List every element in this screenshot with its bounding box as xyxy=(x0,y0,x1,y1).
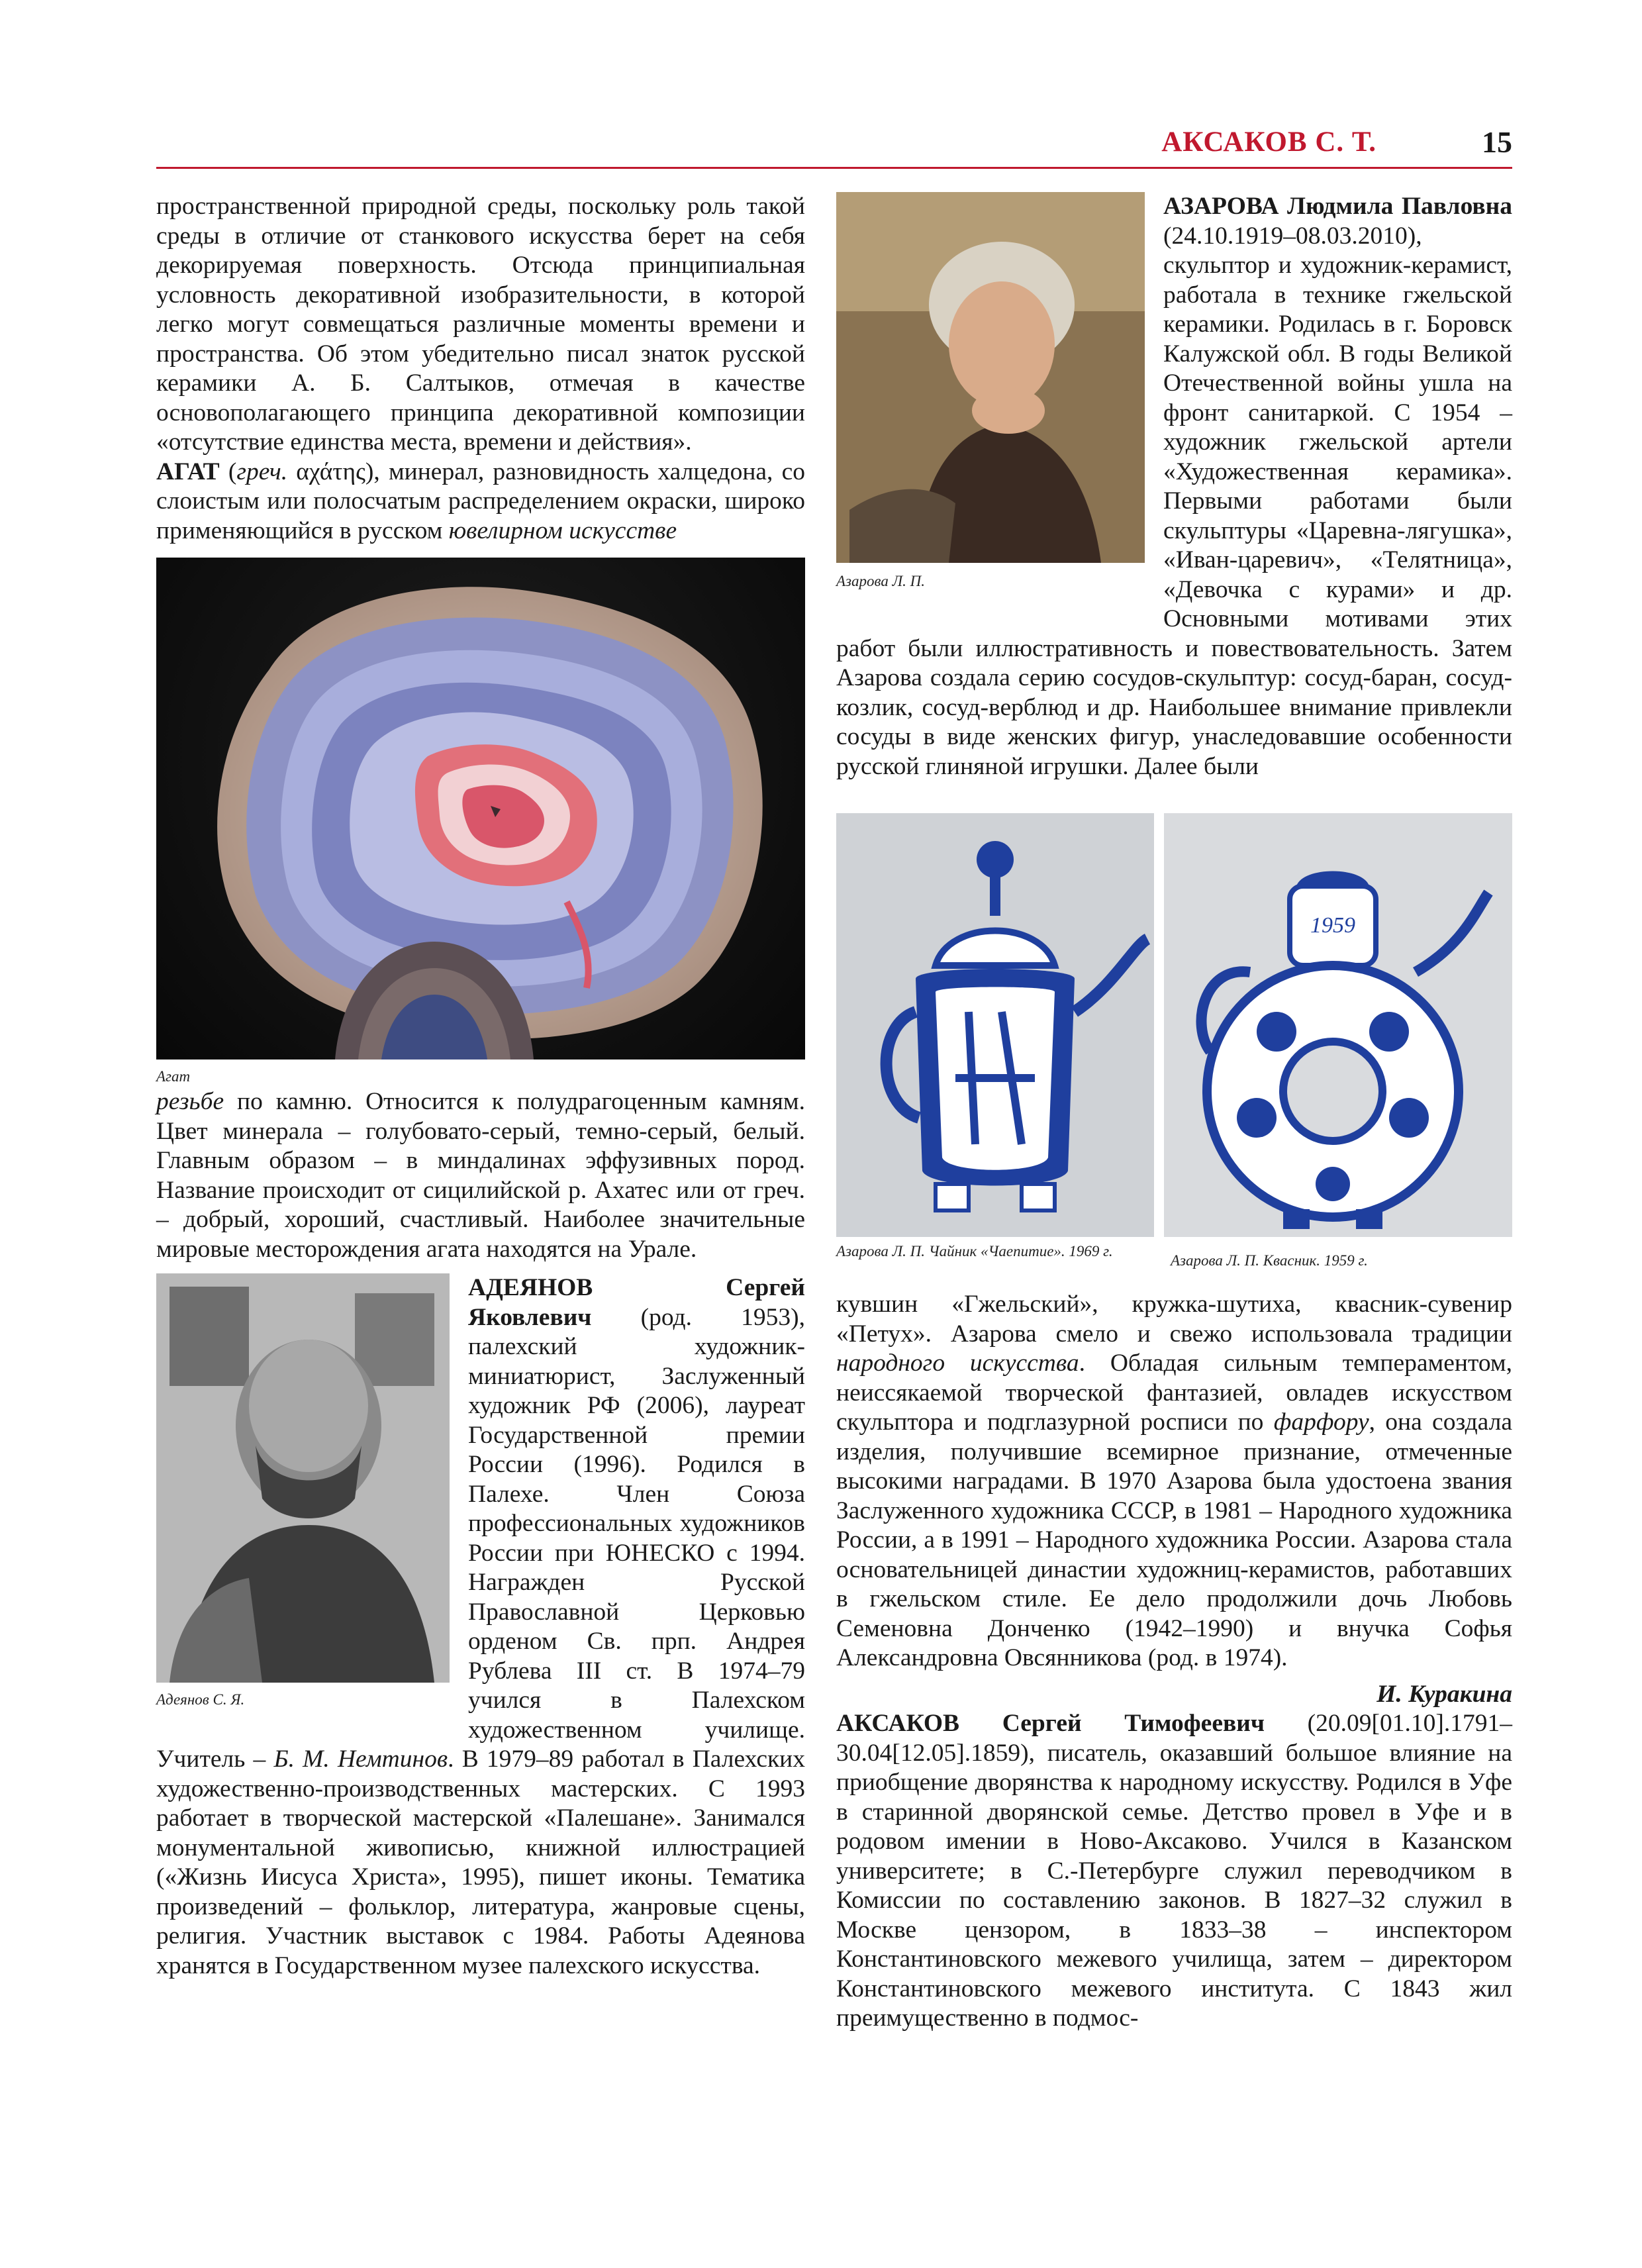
agate-figure xyxy=(156,558,805,1087)
entry-term-agat: АГАТ xyxy=(156,458,220,485)
agate-caption: Агат xyxy=(156,1068,191,1085)
adeyanov-caption: Адеянов С. Я. xyxy=(156,1691,245,1708)
aksakov-entry xyxy=(836,1709,1512,2034)
adeyanov-text-1: (род. 1953), палехский художник-миниатюрист, Заслуженный художник РФ (2006), лауреат Государственной премии России (1996). Родился в Палехе. Член Союза профессиональных художников России при ЮНЕСКО с 1994. Награжден Русской Православной Церковью орденом Св. прп. Андрея Рублева III ст. В 1974–79 учился в Палехском художественном училище. Учитель – xyxy=(156,1303,805,1773)
azarova-text-2b: . Обладая сильным темпераментом, неиссякаемой творческой фантазией, овладев искусством скульптора и подглазурной росписи по xyxy=(836,1350,1512,1436)
azarova-text-2 xyxy=(836,1290,1512,1673)
agate-image xyxy=(156,558,805,1060)
agate-photo xyxy=(156,558,805,1060)
azarova-caption: Азарова Л. П. xyxy=(836,573,926,589)
header-rule xyxy=(156,167,1512,169)
adeyanov-text-2: . В 1979–89 работал в Палехских художественно-производственных мастерских. С 1993 работает в творческой мастерской «Палешане». Занимался монументальной живописью, книжной иллюстрацией («Жизнь Иисуса Христа», 1995), пишет иконы. Тематика произведений – фольклор, литература, жанровые сцены, религия. Участник выставок с 1984. Работы Адеянова хранятся в Государственном музее палехского искусства. xyxy=(156,1746,805,1979)
agat-intro-text: αχάτης), минерал, разновидность халцедона, со слоистым или полосчатым распределением окраски, широко применяющийся в русском xyxy=(156,458,805,544)
azarova-figure xyxy=(836,192,1145,603)
agat-lang-open: ( xyxy=(219,458,237,485)
lang-abbrev: греч. xyxy=(236,458,288,485)
entry-term-azarova: АЗАРОВА Людмила Павловна xyxy=(1163,193,1512,220)
agat-entry-continued xyxy=(156,1087,805,1264)
cross-ref-nemtinov[interactable]: Б. М. Немтинов xyxy=(273,1746,448,1773)
kvasnik-figure xyxy=(1164,813,1512,1290)
adeyanov-entry xyxy=(156,1273,805,1981)
azarova-text-1-body: (24.10.1919–08.03.2010), скульптор и художник-керамист, работала в технике гжельской керамики. Родилась в г. Боровск Калужской обл. В годы Великой Отечественной войны ушла на фронт санитаркой. С 1954 – художник гжельской артели «Художественная керамика». Первыми работами были скульптуры «Царевна-лягушка», «Иван-царевич», «Телятница», «Девочка с курами» и др. Основными мотивами этих работ были иллюстративность и повествовательность. Затем Азарова создала серию сосудов-скульптур: сосуд-баран, сосуд-козлик, сосуд-верблюд и др. Наибольшее внимание привлекли сосуды в виде женских фигур, унаследовавшие особенности русской глиняной игрушки. Далее были xyxy=(836,222,1512,780)
adeyanov-figure xyxy=(156,1273,450,1712)
gzhel-figures xyxy=(836,813,1512,1290)
author-signature: И. Куракина xyxy=(1376,1680,1512,1708)
adeyanov-figure-box xyxy=(156,1273,450,1712)
left-column xyxy=(156,192,805,1981)
azarova-figure-box xyxy=(836,192,1145,603)
adeyanov-portrait-image xyxy=(156,1273,450,1683)
kvasnik-photo xyxy=(1164,813,1512,1237)
page-number: 15 xyxy=(1482,125,1512,159)
entry-term-aksakov: АКСАКОВ Сергей Тимофеевич xyxy=(836,1710,1265,1737)
azarova-text-2c: , она создала изделия, получившие всемирное признание, отмеченные высокими наградами. В 1970 Азарова была удостоена звания Заслуженного художника СССР, в 1981 – Народного художника России, а в 1991 – Народного художника России. Азарова стала основательницей династии художниц-керамистов, работавших в гжельском стиле. Ее дело продолжили дочь Любовь Семеновна Донченко (1942–1990) и внучка Софья Александровна Овсянникова (род. в 1974). xyxy=(836,1408,1512,1671)
cross-ref-porcelain[interactable]: фарфору xyxy=(1273,1408,1369,1436)
teapot-caption: Азарова Л. П. Чайник «Чаепитие». 1969 г. xyxy=(836,1243,1113,1259)
adeyanov-portrait xyxy=(156,1273,450,1683)
azarova-entry xyxy=(836,192,1512,781)
cross-ref-carving[interactable]: резьбе xyxy=(156,1088,224,1115)
azarova-text-2a: кувшин «Гжельский», кружка-шутиха, квасник-сувенир «Петух». Азарова смело и свежо использовала традиции xyxy=(836,1291,1512,1348)
teapot-photo xyxy=(836,813,1154,1237)
page-header xyxy=(156,124,1512,168)
cross-ref-folk-art[interactable]: народного искусства xyxy=(836,1350,1079,1377)
right-column xyxy=(836,192,1512,2034)
cross-ref-jewelry[interactable]: ювелирном искусстве xyxy=(448,517,677,544)
running-head: АКСАКОВ С. Т. xyxy=(1161,126,1376,158)
azarova-portrait xyxy=(836,192,1145,563)
agat-rest-text: по камню. Относится к полудрагоценным камням. Цвет минерала – голубовато-серый, темно-серый, белый. Главным образом – в миндалинах эффузивных пород. Название происходит от сицилийской р. Ахатес или от греч. – добрый, хороший, счастливый. Наиболее значительные мировые месторождения агата находятся на Урале. xyxy=(156,1088,805,1263)
entry-term-adeyanov: АДЕЯНОВ Сергей Яковлевич xyxy=(468,1274,805,1331)
agat-entry-intro xyxy=(156,458,805,546)
azarova-portrait-image xyxy=(836,192,1145,563)
kvasnik-year-mark: 1959 xyxy=(1310,913,1355,938)
teapot-image xyxy=(836,813,1154,1237)
kvasnik-caption: Азарова Л. П. Квасник. 1959 г. xyxy=(1171,1252,1368,1269)
continued-paragraph: пространственной природной среды, поскольку роль такой среды в отличие от станкового искусства берет на себя декорируемая поверхность. Отсюда принципиальная условность декоративной изобразительности, в которой легко могут совмещаться различные моменты времени и пространства. Об этом убедительно писал знаток русской керамики А. Б. Салтыков, отмечая в качестве основополагающего принципа декоративной композиции «отсутствие единства места, времени и действия». xyxy=(156,193,805,456)
teapot-figure xyxy=(836,813,1154,1290)
kvasnik-image xyxy=(1164,813,1512,1237)
aksakov-text: (20.09[01.10].1791–30.04[12.05].1859), писатель, оказавший большое влияние на приобщение дворянства к народному искусству. Родился в Уфе в старинной дворянской семье. Детство провел в Уфе и в родовом имении в Ново-Аксаково. Учился в Казанском университете; в С.-Петербурге служил переводчиком в Комиссии по составлению законов. В 1827–32 служил в Москве цензором, в 1833–38 – инспектором Константиновского межевого училища, затем – директором Константиновского межевого института. С 1843 жил преимущественно в подмос- xyxy=(836,1710,1512,2032)
